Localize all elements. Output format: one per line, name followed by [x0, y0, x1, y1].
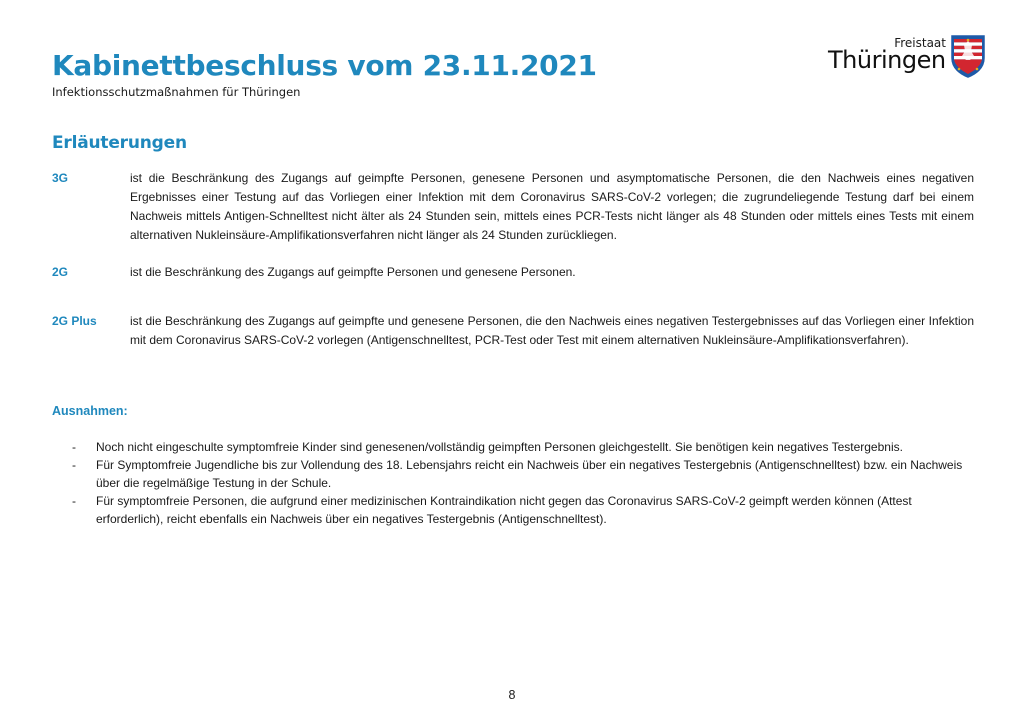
- page-subtitle: Infektionsschutzmaßnahmen für Thüringen: [52, 85, 301, 99]
- definition-term: 2G Plus: [52, 314, 97, 328]
- thueringen-logo: [826, 34, 988, 84]
- definition-3g: [52, 169, 974, 245]
- definition-2g: [52, 263, 974, 282]
- definition-2g-plus: [52, 312, 974, 350]
- page-number: 8: [508, 688, 516, 702]
- coat-of-arms-icon: [950, 34, 986, 78]
- definitions-list: [52, 169, 974, 368]
- section-heading: Erläuterungen: [52, 133, 187, 153]
- bullet-dash: -: [72, 494, 76, 508]
- exceptions-heading: Ausnahmen:: [52, 404, 128, 418]
- logo-big-text: Thüringen: [828, 46, 946, 74]
- definition-text: ist die Beschränkung des Zugangs auf geimpfte und genesene Personen, die den Nachweis eines negativen Testergebnisses auf das Vorliegen einer Infektion mit dem Coronavirus SARS-CoV-2 vorlegen (Antigenschnelltest, PCR-Test oder Test mit einem alternativen Nukleinsäure-Amplifikationsverfahren).: [130, 314, 974, 347]
- list-item-text: Noch nicht eingeschulte symptomfreie Kinder sind genesenen/vollständig geimpften Personen gleichgestellt. Sie benötigen kein negatives Testergebnis.: [96, 440, 903, 454]
- list-item-text: Für Symptomfreie Jugendliche bis zur Vollendung des 18. Lebensjahrs reicht ein Nachweis über ein negatives Testergebnis (Antigenschnelltest) bzw. ein Nachweis über die regelmäßige Testung in der Schule.: [96, 458, 963, 490]
- list-item-text: Für symptomfreie Personen, die aufgrund einer medizinischen Kontraindikation nicht gegen das Coronavirus SARS-CoV-2 geimpft werden können (Attest erforderlich), reicht ebenfalls ein Nachweis über ein negatives Testergebnis (Antigenschnelltest).: [96, 494, 912, 526]
- definition-text: ist die Beschränkung des Zugangs auf geimpfte Personen und genesene Personen.: [130, 265, 576, 279]
- definition-term: 3G: [52, 171, 69, 185]
- list-item: [52, 438, 974, 456]
- bullet-dash: -: [72, 458, 76, 472]
- list-item: [52, 492, 974, 528]
- list-item: [52, 456, 974, 492]
- definition-text: ist die Beschränkung des Zugangs auf geimpfte Personen, genesene Personen und asymptomatische Personen, die den Nachweis eines negativen Ergebnisses einer Testung auf das Vorliegen einer Infektion mit dem Coronavirus SARS-CoV-2 vorlegen; die zugrundeliegende Testung darf bei einem Nachweis mittels Antigen-Schnelltest nicht älter als 24 Stunden sein, mittels eines PCR-Tests nicht länger als 48 Stunden oder mittels eines Tests mit einem alternativen Nukleinsäure-Amplifikationsverfahren nicht länger als 24 Stunden zurückliegen.: [130, 171, 974, 242]
- logo-small-text: Freistaat: [894, 36, 946, 50]
- exceptions-list: [52, 438, 974, 528]
- page-title: Kabinettbeschluss vom 23.11.2021: [52, 49, 597, 82]
- bullet-dash: -: [72, 440, 76, 454]
- definition-term: 2G: [52, 265, 69, 279]
